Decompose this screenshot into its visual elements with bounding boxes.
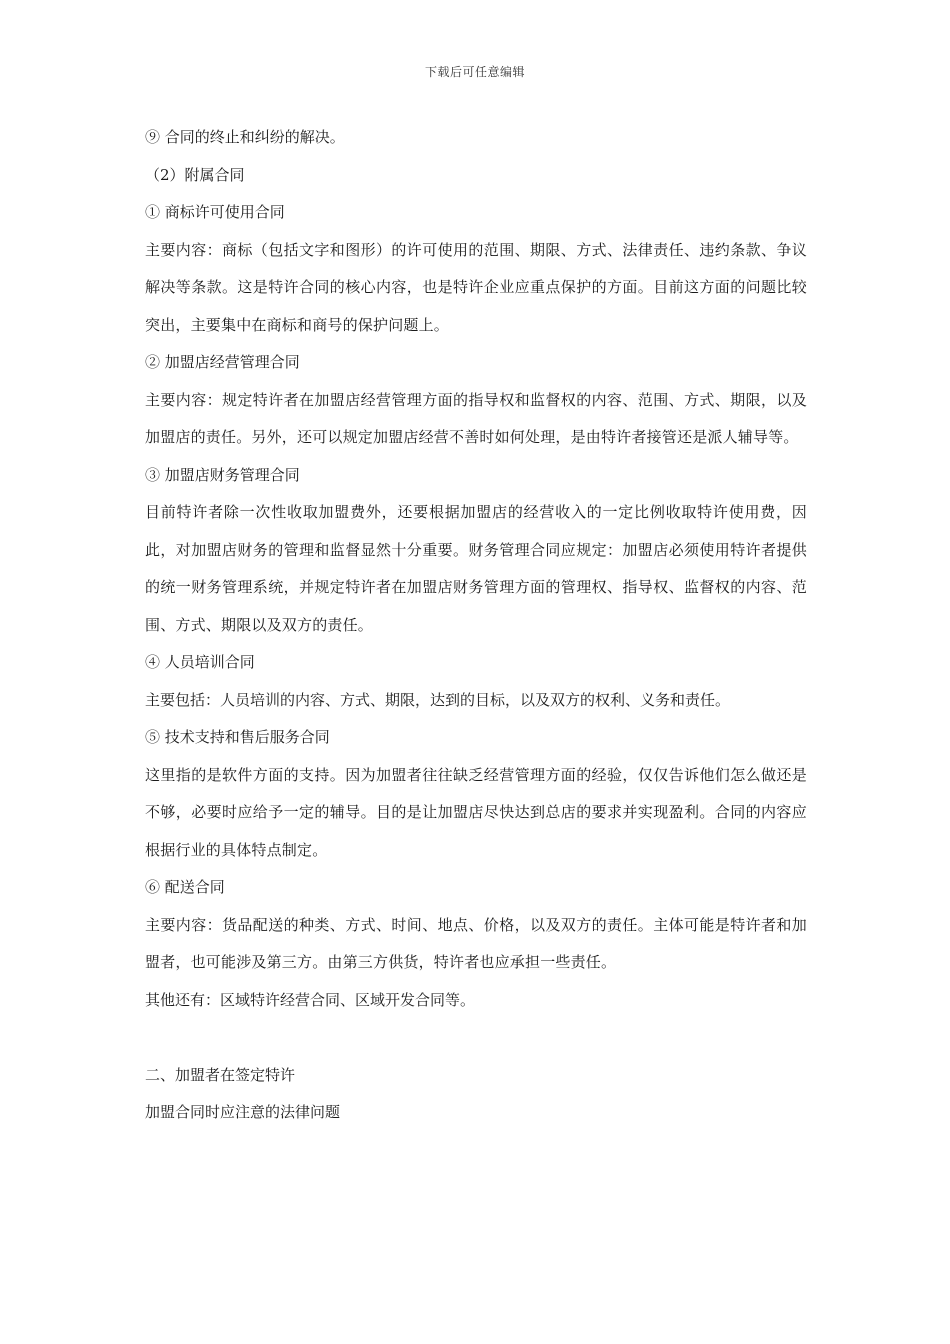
text-line: 主要包括：人员培训的内容、方式、期限，达到的目标，以及双方的权利、义务和责任。	[145, 690, 731, 709]
document-body	[145, 119, 807, 1132]
text-line: ⑤ 技术支持和售后服务合同	[145, 728, 330, 746]
text-line: ① 商标许可使用合同	[145, 203, 285, 221]
text-line: 其他还有：区域特许经营合同、区域开发合同等。	[145, 990, 476, 1009]
text-line: （2）附属合同	[145, 165, 245, 184]
text-line: ⑨ 合同的终止和纠纷的解决。	[145, 128, 345, 146]
paragraph: 主要内容：货品配送的种类、方式、时间、地点、价格，以及双方的责任。主体可能是特许者和加盟者，也可能涉及第三方。由第三方供货，特许者也应承担一些责任。	[145, 915, 807, 971]
paragraph: 目前特许者除一次性收取加盟费外，还要根据加盟店的经营收入的一定比例收取特许使用费，因此，对加盟店财务的管理和监督显然十分重要。财务管理合同应规定：加盟店必须使用特许者提供的统一财务管理系统，并规定特许者在加盟店财务管理方面的管理权、指导权、监督权的内容、范围、方式、期限以及双方的责任。	[145, 503, 807, 634]
text-line: ② 加盟店经营管理合同	[145, 353, 300, 371]
paragraph: 这里指的是软件方面的支持。因为加盟者往往缺乏经营管理方面的经验，仅仅告诉他们怎么做还是不够，必要时应给予一定的辅导。目的是让加盟店尽快达到总店的要求并实现盈利。合同的内容应根据行业的具体特点制定。	[145, 765, 807, 859]
paragraph: 主要内容：规定特许者在加盟店经营管理方面的指导权和监督权的内容、范围、方式、期限，以及加盟店的责任。另外，还可以规定加盟店经营不善时如何处理，是由特许者接管还是派人辅导等。	[145, 390, 807, 446]
paragraph: 主要内容：商标（包括文字和图形）的许可使用的范围、期限、方式、法律责任、违约条款、争议解决等条款。这是特许合同的核心内容，也是特许企业应重点保护的方面。目前这方面的问题比较突出，主要集中在商标和商号的保护问题上。	[145, 240, 807, 334]
text-line: ③ 加盟店财务管理合同	[145, 465, 300, 484]
text-line: ⑥ 配送合同	[145, 878, 225, 896]
text-line: 二、加盟者在签定特许	[145, 1065, 296, 1084]
text-line: 加盟合同时应注意的法律问题	[145, 1103, 341, 1121]
blank-line	[145, 1019, 807, 1057]
text-line: ④ 人员培训合同	[145, 653, 255, 671]
page-header: 下载后可任意编辑	[424, 65, 525, 79]
